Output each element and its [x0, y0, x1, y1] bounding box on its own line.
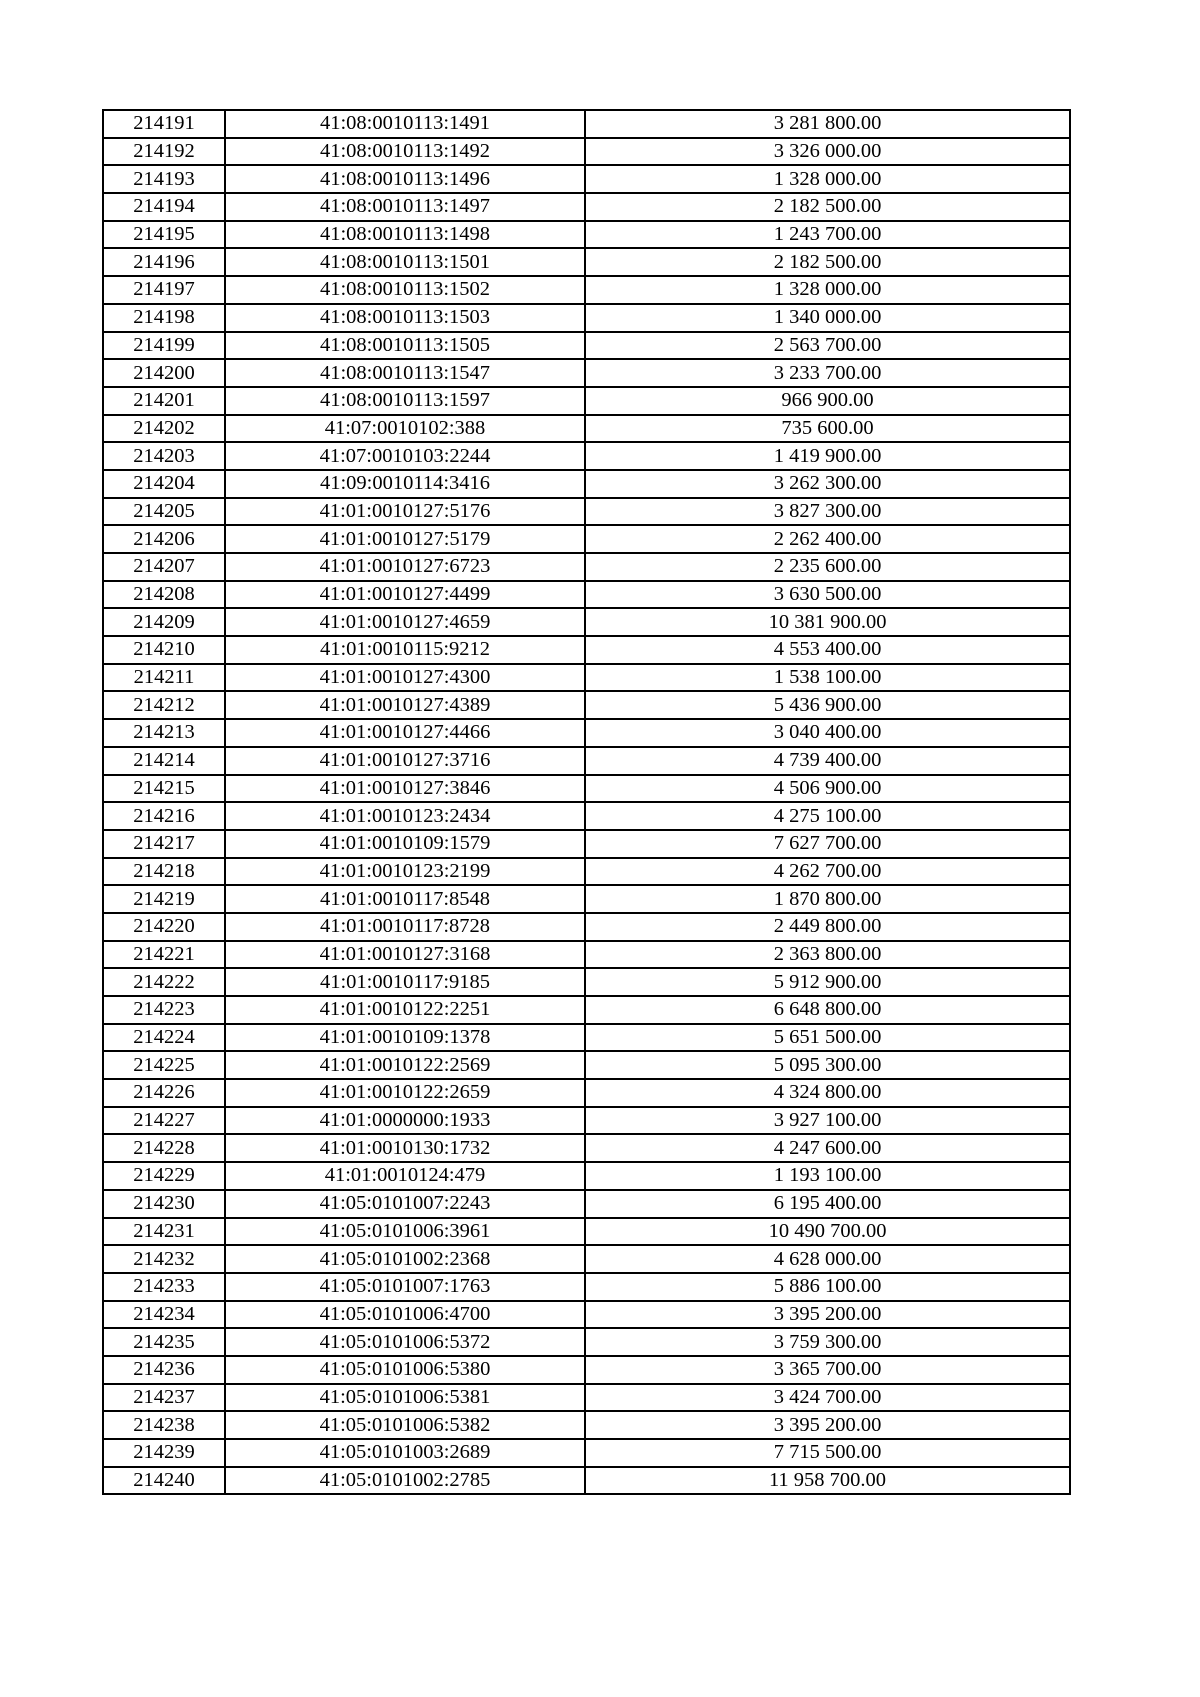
table-row — [103, 1107, 1070, 1135]
cadastral-number-cell: 41:08:0010113:1502 — [225, 276, 585, 304]
table-row — [103, 1245, 1070, 1273]
cadastral-number-cell: 41:05:0101006:3961 — [225, 1218, 585, 1246]
row-number-cell: 214238 — [103, 1411, 225, 1439]
cadastral-number-cell: 41:01:0010117:8728 — [225, 913, 585, 941]
cadastral-number-cell: 41:07:0010102:388 — [225, 415, 585, 443]
cadastral-value-cell: 3 233 700.00 — [585, 359, 1070, 387]
table-row — [103, 359, 1070, 387]
table-row — [103, 332, 1070, 360]
row-number-cell: 214193 — [103, 165, 225, 193]
row-number-cell: 214205 — [103, 498, 225, 526]
cadastral-number-cell: 41:01:0010127:4300 — [225, 664, 585, 692]
cadastral-value-cell: 6 195 400.00 — [585, 1190, 1070, 1218]
cadastral-number-cell: 41:08:0010113:1497 — [225, 193, 585, 221]
cadastral-value-cell: 2 182 500.00 — [585, 248, 1070, 276]
table-row — [103, 691, 1070, 719]
cadastral-number-cell: 41:01:0010109:1579 — [225, 830, 585, 858]
cadastral-value-cell: 4 506 900.00 — [585, 775, 1070, 803]
cadastral-value-cell: 7 715 500.00 — [585, 1439, 1070, 1467]
cadastral-number-cell: 41:01:0010127:5179 — [225, 525, 585, 553]
cadastral-number-cell: 41:08:0010113:1491 — [225, 110, 585, 138]
table-row — [103, 1467, 1070, 1495]
row-number-cell: 214233 — [103, 1273, 225, 1301]
row-number-cell: 214209 — [103, 608, 225, 636]
table-row — [103, 858, 1070, 886]
cadastral-value-cell: 4 553 400.00 — [585, 636, 1070, 664]
cadastral-number-cell: 41:08:0010113:1597 — [225, 387, 585, 415]
table-row — [103, 387, 1070, 415]
row-number-cell: 214199 — [103, 332, 225, 360]
cadastral-value-cell: 966 900.00 — [585, 387, 1070, 415]
cadastral-number-cell: 41:01:0010127:4499 — [225, 581, 585, 609]
cadastral-number-cell: 41:01:0010130:1732 — [225, 1134, 585, 1162]
row-number-cell: 214223 — [103, 996, 225, 1024]
row-number-cell: 214214 — [103, 747, 225, 775]
cadastral-value-cell: 5 886 100.00 — [585, 1273, 1070, 1301]
table-row — [103, 1273, 1070, 1301]
cadastral-number-cell: 41:01:0010117:9185 — [225, 968, 585, 996]
table-row — [103, 913, 1070, 941]
cadastral-number-cell: 41:01:0010117:8548 — [225, 885, 585, 913]
table-row — [103, 1190, 1070, 1218]
cadastral-number-cell: 41:05:0101002:2785 — [225, 1467, 585, 1495]
cadastral-number-cell: 41:05:0101007:2243 — [225, 1190, 585, 1218]
cadastral-number-cell: 41:01:0010109:1378 — [225, 1024, 585, 1052]
row-number-cell: 214203 — [103, 442, 225, 470]
table-row — [103, 304, 1070, 332]
cadastral-number-cell: 41:08:0010113:1547 — [225, 359, 585, 387]
cadastral-value-cell: 3 281 800.00 — [585, 110, 1070, 138]
cadastral-value-cell: 3 927 100.00 — [585, 1107, 1070, 1135]
table-row — [103, 885, 1070, 913]
row-number-cell: 214221 — [103, 941, 225, 969]
cadastral-value-cell: 6 648 800.00 — [585, 996, 1070, 1024]
table-row — [103, 1134, 1070, 1162]
row-number-cell: 214195 — [103, 221, 225, 249]
table-row — [103, 1024, 1070, 1052]
table-row — [103, 276, 1070, 304]
cadastral-value-cell: 1 340 000.00 — [585, 304, 1070, 332]
cadastral-number-cell: 41:01:0010127:3846 — [225, 775, 585, 803]
cadastral-value-cell: 2 235 600.00 — [585, 553, 1070, 581]
row-number-cell: 214218 — [103, 858, 225, 886]
cadastral-value-cell: 5 436 900.00 — [585, 691, 1070, 719]
table-row — [103, 1079, 1070, 1107]
cadastral-value-cell: 2 262 400.00 — [585, 525, 1070, 553]
cadastral-number-cell: 41:05:0101006:5372 — [225, 1328, 585, 1356]
cadastral-number-cell: 41:09:0010114:3416 — [225, 470, 585, 498]
row-number-cell: 214229 — [103, 1162, 225, 1190]
cadastral-number-cell: 41:01:0010127:5176 — [225, 498, 585, 526]
table-row — [103, 193, 1070, 221]
table-body — [103, 110, 1070, 1494]
row-number-cell: 214228 — [103, 1134, 225, 1162]
row-number-cell: 214234 — [103, 1301, 225, 1329]
cadastral-value-cell: 3 759 300.00 — [585, 1328, 1070, 1356]
cadastral-number-cell: 41:05:0101006:5381 — [225, 1384, 585, 1412]
cadastral-value-cell: 7 627 700.00 — [585, 830, 1070, 858]
table-row — [103, 525, 1070, 553]
table-row — [103, 470, 1070, 498]
table-row — [103, 221, 1070, 249]
cadastral-value-cell: 1 419 900.00 — [585, 442, 1070, 470]
table-row — [103, 1356, 1070, 1384]
cadastral-value-cell: 4 628 000.00 — [585, 1245, 1070, 1273]
cadastral-value-cell: 5 912 900.00 — [585, 968, 1070, 996]
cadastral-number-cell: 41:01:0000000:1933 — [225, 1107, 585, 1135]
table-row — [103, 608, 1070, 636]
row-number-cell: 214191 — [103, 110, 225, 138]
table-row — [103, 941, 1070, 969]
cadastral-number-cell: 41:01:0010127:3716 — [225, 747, 585, 775]
cadastral-number-cell: 41:07:0010103:2244 — [225, 442, 585, 470]
cadastral-value-cell: 3 262 300.00 — [585, 470, 1070, 498]
table-row — [103, 968, 1070, 996]
table-row — [103, 664, 1070, 692]
cadastral-value-cell: 4 262 700.00 — [585, 858, 1070, 886]
row-number-cell: 214212 — [103, 691, 225, 719]
table-row — [103, 830, 1070, 858]
cadastral-value-cell: 1 193 100.00 — [585, 1162, 1070, 1190]
cadastral-number-cell: 41:01:0010115:9212 — [225, 636, 585, 664]
table-row — [103, 138, 1070, 166]
cadastral-value-cell: 3 424 700.00 — [585, 1384, 1070, 1412]
table-row — [103, 747, 1070, 775]
row-number-cell: 214225 — [103, 1051, 225, 1079]
table-row — [103, 636, 1070, 664]
row-number-cell: 214204 — [103, 470, 225, 498]
table-row — [103, 802, 1070, 830]
row-number-cell: 214226 — [103, 1079, 225, 1107]
table-row — [103, 248, 1070, 276]
row-number-cell: 214196 — [103, 248, 225, 276]
table-row — [103, 1384, 1070, 1412]
cadastral-value-cell: 5 095 300.00 — [585, 1051, 1070, 1079]
table-row — [103, 498, 1070, 526]
row-number-cell: 214200 — [103, 359, 225, 387]
cadastral-value-cell: 3 326 000.00 — [585, 138, 1070, 166]
cadastral-number-cell: 41:08:0010113:1498 — [225, 221, 585, 249]
cadastral-number-cell: 41:01:0010122:2659 — [225, 1079, 585, 1107]
cadastral-value-cell: 2 363 800.00 — [585, 941, 1070, 969]
cadastral-value-cell: 2 449 800.00 — [585, 913, 1070, 941]
row-number-cell: 214230 — [103, 1190, 225, 1218]
row-number-cell: 214194 — [103, 193, 225, 221]
row-number-cell: 214231 — [103, 1218, 225, 1246]
table-row — [103, 1301, 1070, 1329]
row-number-cell: 214217 — [103, 830, 225, 858]
table-row — [103, 775, 1070, 803]
cadastral-number-cell: 41:01:0010127:4659 — [225, 608, 585, 636]
row-number-cell: 214213 — [103, 719, 225, 747]
cadastral-number-cell: 41:01:0010123:2434 — [225, 802, 585, 830]
table-row — [103, 581, 1070, 609]
cadastral-number-cell: 41:05:0101006:5382 — [225, 1411, 585, 1439]
table-row — [103, 1162, 1070, 1190]
cadastral-value-cell: 1 870 800.00 — [585, 885, 1070, 913]
table-row — [103, 1328, 1070, 1356]
cadastral-value-cell: 1 328 000.00 — [585, 276, 1070, 304]
cadastral-value-cell: 4 275 100.00 — [585, 802, 1070, 830]
table-row — [103, 165, 1070, 193]
cadastral-number-cell: 41:08:0010113:1505 — [225, 332, 585, 360]
row-number-cell: 214240 — [103, 1467, 225, 1495]
row-number-cell: 214235 — [103, 1328, 225, 1356]
cadastral-number-cell: 41:01:0010122:2251 — [225, 996, 585, 1024]
row-number-cell: 214210 — [103, 636, 225, 664]
cadastral-number-cell: 41:01:0010123:2199 — [225, 858, 585, 886]
cadastral-value-cell: 4 739 400.00 — [585, 747, 1070, 775]
row-number-cell: 214236 — [103, 1356, 225, 1384]
cadastral-value-cell: 2 563 700.00 — [585, 332, 1070, 360]
row-number-cell: 214211 — [103, 664, 225, 692]
cadastral-number-cell: 41:08:0010113:1501 — [225, 248, 585, 276]
table-row — [103, 415, 1070, 443]
table-row — [103, 553, 1070, 581]
cadastral-number-cell: 41:08:0010113:1503 — [225, 304, 585, 332]
row-number-cell: 214219 — [103, 885, 225, 913]
row-number-cell: 214237 — [103, 1384, 225, 1412]
table-row — [103, 1218, 1070, 1246]
cadastral-number-cell: 41:01:0010127:4466 — [225, 719, 585, 747]
row-number-cell: 214222 — [103, 968, 225, 996]
cadastral-value-cell: 4 324 800.00 — [585, 1079, 1070, 1107]
cadastral-value-cell: 3 040 400.00 — [585, 719, 1070, 747]
cadastral-number-cell: 41:05:0101002:2368 — [225, 1245, 585, 1273]
cadastral-value-cell: 4 247 600.00 — [585, 1134, 1070, 1162]
cadastral-value-cell: 1 538 100.00 — [585, 664, 1070, 692]
row-number-cell: 214220 — [103, 913, 225, 941]
cadastral-number-cell: 41:01:0010124:479 — [225, 1162, 585, 1190]
row-number-cell: 214201 — [103, 387, 225, 415]
cadastral-number-cell: 41:01:0010127:4389 — [225, 691, 585, 719]
cadastral-value-cell: 3 395 200.00 — [585, 1411, 1070, 1439]
cadastral-number-cell: 41:01:0010127:3168 — [225, 941, 585, 969]
cadastral-value-cell: 3 827 300.00 — [585, 498, 1070, 526]
cadastral-value-cell: 2 182 500.00 — [585, 193, 1070, 221]
row-number-cell: 214202 — [103, 415, 225, 443]
cadastral-value-cell: 3 630 500.00 — [585, 581, 1070, 609]
cadastral-value-cell: 1 328 000.00 — [585, 165, 1070, 193]
row-number-cell: 214197 — [103, 276, 225, 304]
cadastral-value-cell: 11 958 700.00 — [585, 1467, 1070, 1495]
table-row — [103, 110, 1070, 138]
row-number-cell: 214207 — [103, 553, 225, 581]
row-number-cell: 214227 — [103, 1107, 225, 1135]
cadastral-number-cell: 41:05:0101006:5380 — [225, 1356, 585, 1384]
cadastral-value-cell: 735 600.00 — [585, 415, 1070, 443]
cadastral-value-cell: 1 243 700.00 — [585, 221, 1070, 249]
row-number-cell: 214216 — [103, 802, 225, 830]
cadastral-value-cell: 3 395 200.00 — [585, 1301, 1070, 1329]
cadastral-number-cell: 41:05:0101007:1763 — [225, 1273, 585, 1301]
row-number-cell: 214208 — [103, 581, 225, 609]
table-row — [103, 996, 1070, 1024]
row-number-cell: 214198 — [103, 304, 225, 332]
row-number-cell: 214224 — [103, 1024, 225, 1052]
row-number-cell: 214239 — [103, 1439, 225, 1467]
table-row — [103, 1051, 1070, 1079]
table-row — [103, 719, 1070, 747]
cadastral-value-table — [102, 109, 1071, 1495]
row-number-cell: 214232 — [103, 1245, 225, 1273]
cadastral-number-cell: 41:01:0010127:6723 — [225, 553, 585, 581]
table-row — [103, 1439, 1070, 1467]
cadastral-number-cell: 41:05:0101003:2689 — [225, 1439, 585, 1467]
row-number-cell: 214192 — [103, 138, 225, 166]
cadastral-number-cell: 41:08:0010113:1496 — [225, 165, 585, 193]
cadastral-value-cell: 10 381 900.00 — [585, 608, 1070, 636]
cadastral-number-cell: 41:01:0010122:2569 — [225, 1051, 585, 1079]
cadastral-number-cell: 41:05:0101006:4700 — [225, 1301, 585, 1329]
cadastral-value-cell: 3 365 700.00 — [585, 1356, 1070, 1384]
cadastral-value-cell: 5 651 500.00 — [585, 1024, 1070, 1052]
table-row — [103, 442, 1070, 470]
table-row — [103, 1411, 1070, 1439]
cadastral-value-cell: 10 490 700.00 — [585, 1218, 1070, 1246]
row-number-cell: 214215 — [103, 775, 225, 803]
cadastral-number-cell: 41:08:0010113:1492 — [225, 138, 585, 166]
row-number-cell: 214206 — [103, 525, 225, 553]
